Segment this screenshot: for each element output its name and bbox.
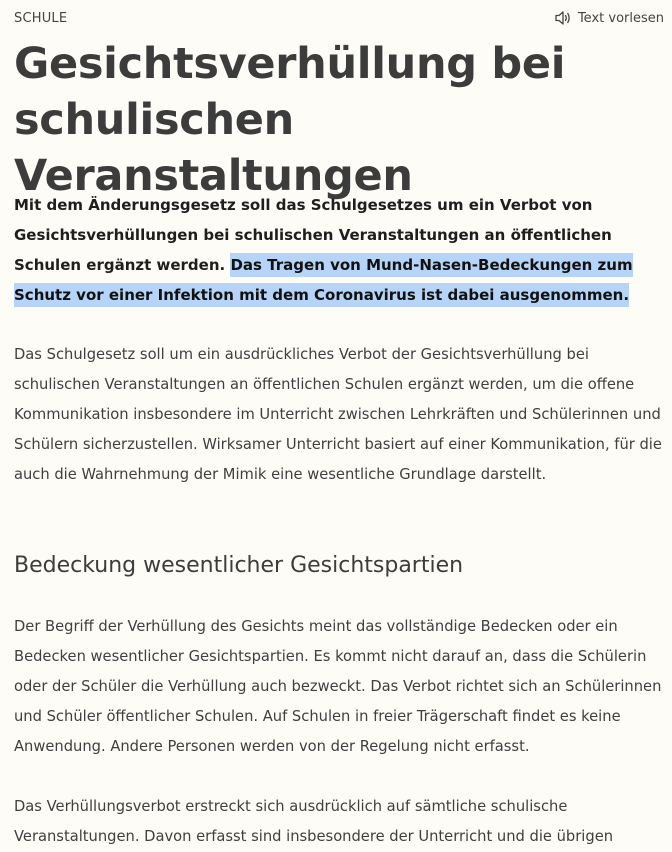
- article-title: Gesichtsverhüllung bei schulischen Veranstaltungen: [14, 39, 566, 201]
- section-heading: Bedeckung wesentlicher Gesichtspartien: [14, 553, 464, 578]
- lead-highlighted-text: Das Tragen von Mund-Nasen-Bedeckungen zum Schutz vor einer Infektion mit dem Coronavirus ist dabei ausgenommen.: [14, 253, 633, 307]
- article-paragraph: Das Schulgesetz soll um ein ausdrückliches Verbot der Gesichtsverhüllung bei schulischen Veranstaltungen an öffentlichen Schulen ergänzt werden, um die offene Kommunikation insbesondere im Unterricht zwischen Lehrkräften und Schülerinnen und Schülern sicherzustellen. Wirksamer Unterricht basiert auf einer Kommunikation, für die auch die Wahrnehmung der Mimik eine wesentliche Grundlage darstellt.: [14, 346, 662, 483]
- speaker-icon: [554, 10, 572, 26]
- category-label[interactable]: SCHULE: [14, 11, 68, 26]
- read-aloud-label: Text vorlesen: [577, 10, 664, 26]
- read-aloud-button[interactable]: [554, 10, 664, 26]
- article-topbar: [14, 10, 664, 30]
- article-paragraph: Das Verhüllungsverbot erstreckt sich ausdrücklich auf sämtliche schulische Veranstaltungen. Davon erfasst sind insbesondere der Unterricht und die übrigen: [14, 798, 614, 845]
- article-lead: [14, 190, 659, 310]
- lead-text: Mit dem Änderungsgesetz soll das Schulgesetzes um ein Verbot von Gesichtsverhüllungen bei schulischen Veranstaltungen an öffentlichen Schulen ergänzt werden.: [14, 196, 612, 274]
- article-paragraph: Der Begriff der Verhüllung des Gesichts meint das vollständige Bedecken oder ein Bedecken wesentlicher Gesichtspartien. Es kommt nicht darauf an, dass die Schülerin oder der Schüler die Verhüllung auch bezweckt. Das Verbot richtet sich an Schülerinnen und Schüler öffentlicher Schulen. Auf Schulen in freier Trägerschaft findet es keine Anwendung. Andere Personen werden von der Regelung nicht erfasst.: [14, 618, 662, 755]
